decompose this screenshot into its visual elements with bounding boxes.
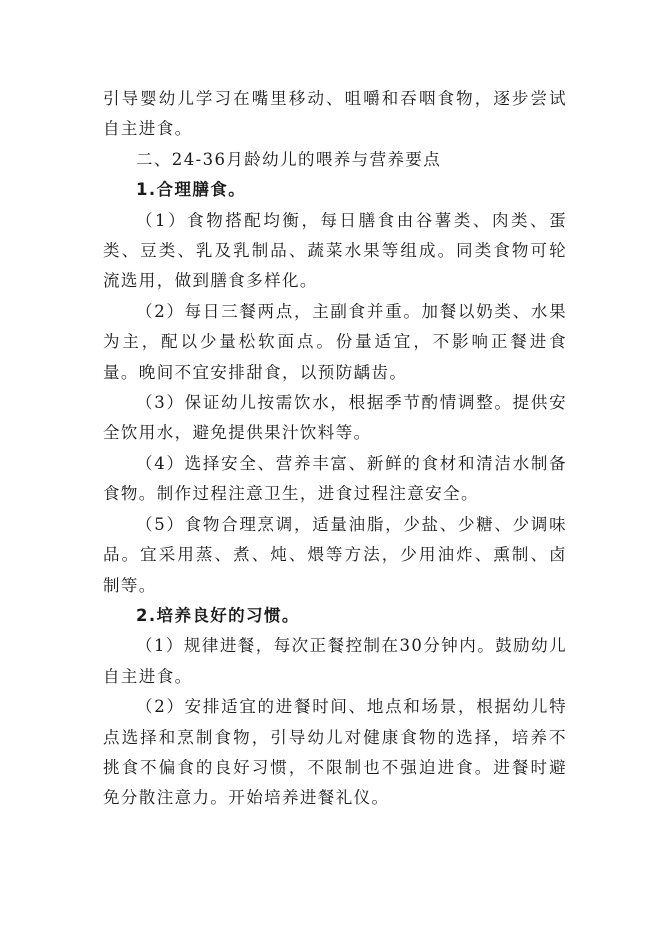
- section-title: 二、24-36月龄幼儿的喂养与营养要点: [136, 149, 442, 169]
- document-page: [103, 84, 567, 814]
- diet-item-3: （3）保证幼儿按需饮水，根据季节酌情调整。提供安全饮用水，避免提供果汁饮料等。: [103, 393, 567, 443]
- habits-item-2: （2）安排适宜的进餐时间、地点和场景，根据幼儿特点选择和烹制食物，引导幼儿对健康食物的选择，培养不挑食不偏食的良好习惯，不限制也不强迫进食。进餐时避免分散注意力。开始培养进餐礼仪。: [103, 697, 567, 808]
- diet-item-1: （1）食物搭配均衡，每日膳食由谷薯类、肉类、蛋类、豆类、乳及乳制品、蔬菜水果等组成。同类食物可轮流选用，做到膳食多样化。: [103, 210, 567, 291]
- subsection-heading-diet: 1.合理膳食。: [136, 180, 247, 200]
- diet-item-5: （5）食物合理烹调，适量油脂，少盐、少糖、少调味品。宜采用蒸、煮、炖、煨等方法，少用油炸、熏制、卤制等。: [103, 514, 567, 595]
- subsection-heading-habits: 2.培养良好的习惯。: [136, 605, 300, 625]
- continuation-paragraph: 引导婴幼儿学习在嘴里移动、咀嚼和吞咽食物，逐步尝试自主进食。: [103, 89, 567, 139]
- habits-item-1: （1）规律进餐，每次正餐控制在30分钟内。鼓励幼儿自主进食。: [103, 636, 567, 686]
- diet-item-2: （2）每日三餐两点，主副食并重。加餐以奶类、水果为主，配以少量松软面点。份量适宜，不影响正餐进食量。晚间不宜安排甜食，以预防龋齿。: [103, 301, 567, 382]
- diet-item-4: （4）选择安全、营养丰富、新鲜的食材和清洁水制备食物。制作过程注意卫生，进食过程注意安全。: [103, 453, 567, 504]
